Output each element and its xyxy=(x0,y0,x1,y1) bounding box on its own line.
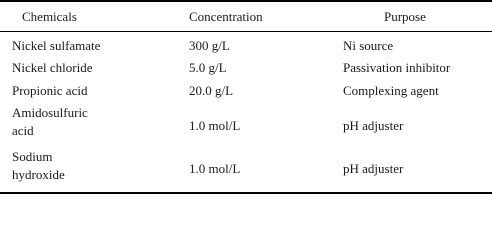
row-1-chemical: Nickel sulfamate xyxy=(12,38,101,53)
row-2-purpose: Passivation inhibitor xyxy=(343,60,451,75)
row-3-concentration: 20.0 g/L xyxy=(189,83,234,98)
row-1-concentration: 300 g/L xyxy=(189,38,230,53)
row-1-purpose: Ni source xyxy=(343,38,394,53)
bottom-rule xyxy=(0,192,492,194)
top-rule xyxy=(0,0,492,2)
row-4-purpose: pH adjuster xyxy=(343,118,404,133)
row-5-purpose: pH adjuster xyxy=(343,161,404,176)
row-4-chemical-line-1: Amidosulfuric xyxy=(12,105,88,120)
header-concentration: Concentration xyxy=(189,9,263,24)
row-5-chemical-line-2: hydroxide xyxy=(12,167,65,182)
row-4-chemical-line-2: acid xyxy=(12,123,34,138)
row-4-concentration: 1.0 mol/L xyxy=(189,118,241,133)
header-rule xyxy=(0,31,492,32)
row-5-chemical-line-1: Sodium xyxy=(12,149,53,164)
row-3-purpose: Complexing agent xyxy=(343,83,439,98)
header-chemicals: Chemicals xyxy=(22,9,77,24)
row-2-chemical: Nickel chloride xyxy=(12,60,93,75)
row-3-chemical: Propionic acid xyxy=(12,83,88,98)
row-2-concentration: 5.0 g/L xyxy=(189,60,227,75)
header-purpose: Purpose xyxy=(384,9,426,24)
row-5-concentration: 1.0 mol/L xyxy=(189,161,241,176)
